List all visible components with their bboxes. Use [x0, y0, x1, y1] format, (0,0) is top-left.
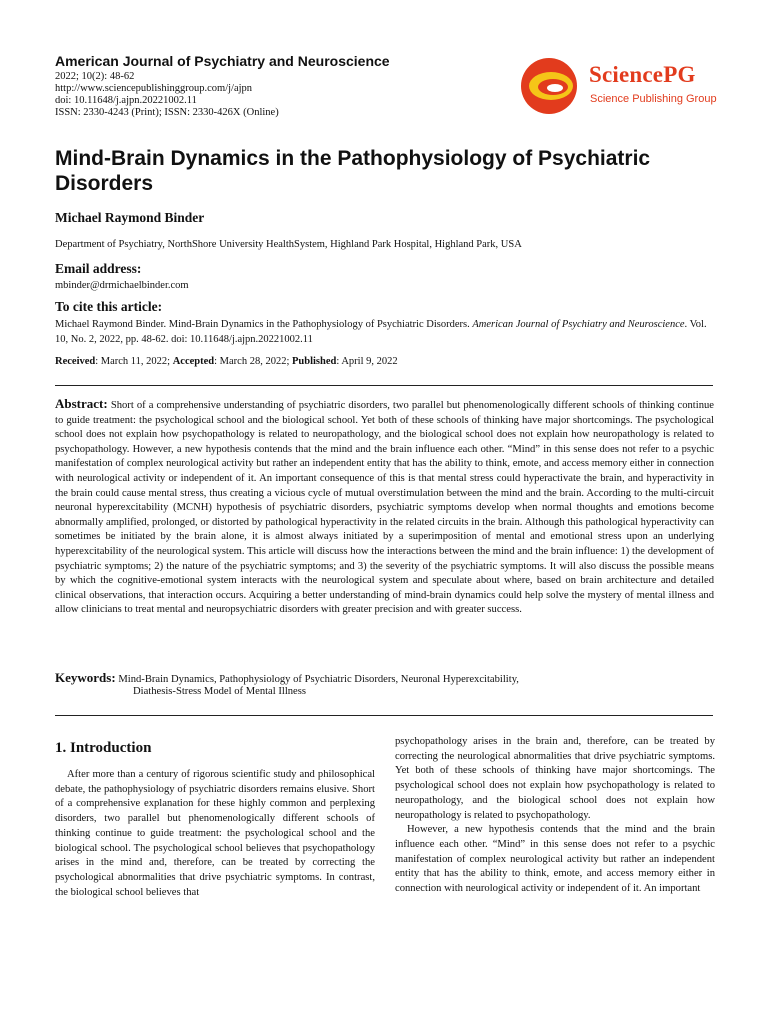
published-date: : April 9, 2022 [336, 356, 398, 367]
divider-bottom [55, 715, 713, 716]
logo-name: SciencePG [589, 62, 696, 87]
intro-left-column [55, 768, 375, 900]
keywords [55, 670, 715, 687]
sciencepg-logo-icon [517, 56, 583, 116]
citation [55, 317, 715, 347]
email-heading: Email address: [55, 261, 142, 276]
email-address[interactable]: mbinder@drmichaelbinder.com [55, 280, 189, 291]
abstract-label: Abstract: [55, 396, 108, 411]
divider-top [55, 385, 713, 386]
journal-issue: 2022; 10(2): 48-62 [55, 71, 135, 82]
accepted-date: : March 28, 2022; [214, 356, 292, 367]
keywords-line1: Mind-Brain Dynamics, Pathophysiology of Psychiatric Disorders, Neuronal Hyperexcitability, [118, 674, 519, 685]
logo-tagline: Science Publishing Group [590, 93, 717, 105]
section-heading-introduction: 1. Introduction [55, 740, 152, 756]
sciencepg-logo [517, 56, 717, 116]
keywords-label: Keywords: [55, 670, 116, 685]
accepted-label: Accepted [172, 356, 215, 367]
article-dates [55, 354, 398, 369]
citation-journal: American Journal of Psychiatry and Neuroscience [472, 319, 685, 330]
cite-heading: To cite this article: [55, 299, 163, 314]
journal-url[interactable]: http://www.sciencepublishinggroup.com/j/ajpn [55, 83, 253, 94]
journal-issn: ISSN: 2330-4243 (Print); ISSN: 2330-426X (Online) [55, 107, 279, 118]
intro-paragraph: However, a new hypothesis contends that the mind and the brain influence each other. “Mind” in this sense does not refer to a psychic manifestation of complex neurological activity but rather an independent entity that has the ability to think, emote, and access memory either in connection with neurological activity or independent of it. An important [395, 824, 715, 895]
journal-doi: doi: 10.11648/j.ajpn.20221002.11 [55, 95, 197, 106]
author-affiliation: Department of Psychiatry, NorthShore University HealthSystem, Highland Park Hospital, Highland Park, USA [55, 239, 522, 250]
author-name: Michael Raymond Binder [55, 210, 205, 225]
article-title: Mind-Brain Dynamics in the Pathophysiology of Psychiatric Disorders [55, 147, 651, 195]
abstract [55, 397, 714, 618]
intro-paragraph: psychopathology arises in the brain and, therefore, can be treated by correcting the neurological abnormalities that drive psychiatric symptoms. Yet both of these schools of thinking have major shortcomings. The psychological school does not explain how psychopathology is related to neuropathology, and the biological school does not explain how neuropathology is related to psychopathology. [395, 736, 715, 821]
keywords-line2: Diathesis-Stress Model of Mental Illness [133, 686, 307, 697]
citation-details: . Vol. 10, No. 2, 2022, pp. 48-62. doi: 10.11648/j.ajpn.20221002.11 [55, 319, 707, 345]
journal-name: American Journal of Psychiatry and Neuroscience [55, 53, 390, 69]
received-date: : March 11, 2022; [95, 356, 173, 367]
intro-right-column [395, 735, 715, 897]
citation-text: Michael Raymond Binder. Mind-Brain Dynamics in the Pathophysiology of Psychiatric Disorders. [55, 319, 473, 330]
intro-paragraph: After more than a century of rigorous scientific study and philosophical debate, the pathophysiology of psychiatric disorders remains elusive. Short of a comprehensive explanation for these highly common and perplexing disorders, two parallel but phenomenologically different schools of thinking continue to guide treatment: the psychological school and the biological school. The psychological school believes that psychopathology arises in the mind and, therefore, can be treated by correcting the psychological abnormalities that drive psychiatric symptoms. In contrast, the biological school believes that [55, 769, 375, 898]
received-label: Received [55, 356, 96, 367]
abstract-text: Short of a comprehensive understanding of psychiatric disorders, two parallel but phenomenologically different schools of thinking continue to guide treatment: the psychological school and the biological school. Yet both of these schools of thinking have major shortcomings. The psychological school does not explain how psychopathology is related to neuropathology, and the biological school does not explain how neuropathology is related to psychopathology. However, a new hypothesis contends that the mind and the brain influence each other. “Mind” in this sense does not refer to a psychic manifestation of complex neurological activity but rather an independent entity that has the ability to think, emote, and access memory either in connection with neurological activity or independent of it. An important consequence of this is that mental stress could hyperactivate the brain, and hyperactivity in the brain could cause mental stress, thus creating a vicious cycle of mutual overstimulation between the mind and the brain. According to the multi-circuit neuronal hyperexcitability (MCNH) hypothesis of psychiatric disorders, psychiatric symptoms develop when normal thoughts and emotions become abnormally amplified, prolonged, or distorted by pathological hyperactivity in the related circuits in the brain. Although this pathological hyperactivity can sometimes be initiated by the brain alone, it is almost always initiated by a superimposition of mental and emotional stress upon an underlying hyperexcitability of the neurological system. This article will discuss how the interactions between the mind and the brain influence: 1) the development of psychiatric symptoms; 2) the nature of the psychiatric symptoms; and 3) the severity of the psychiatric symptoms. It will also discuss the possible means by which the cognitive-emotional system interacts with the neurological system and speculate about where, based on brain architecture and detailed clinical observations, that interaction occurs. Acquiring a better understanding of mind-brain dynamics could help solve the mystery of mental illness and allow clinicians to treat mental and neuropsychiatric disorders with greater precision and with greater success. [55, 400, 714, 616]
published-label: Published [292, 356, 337, 367]
